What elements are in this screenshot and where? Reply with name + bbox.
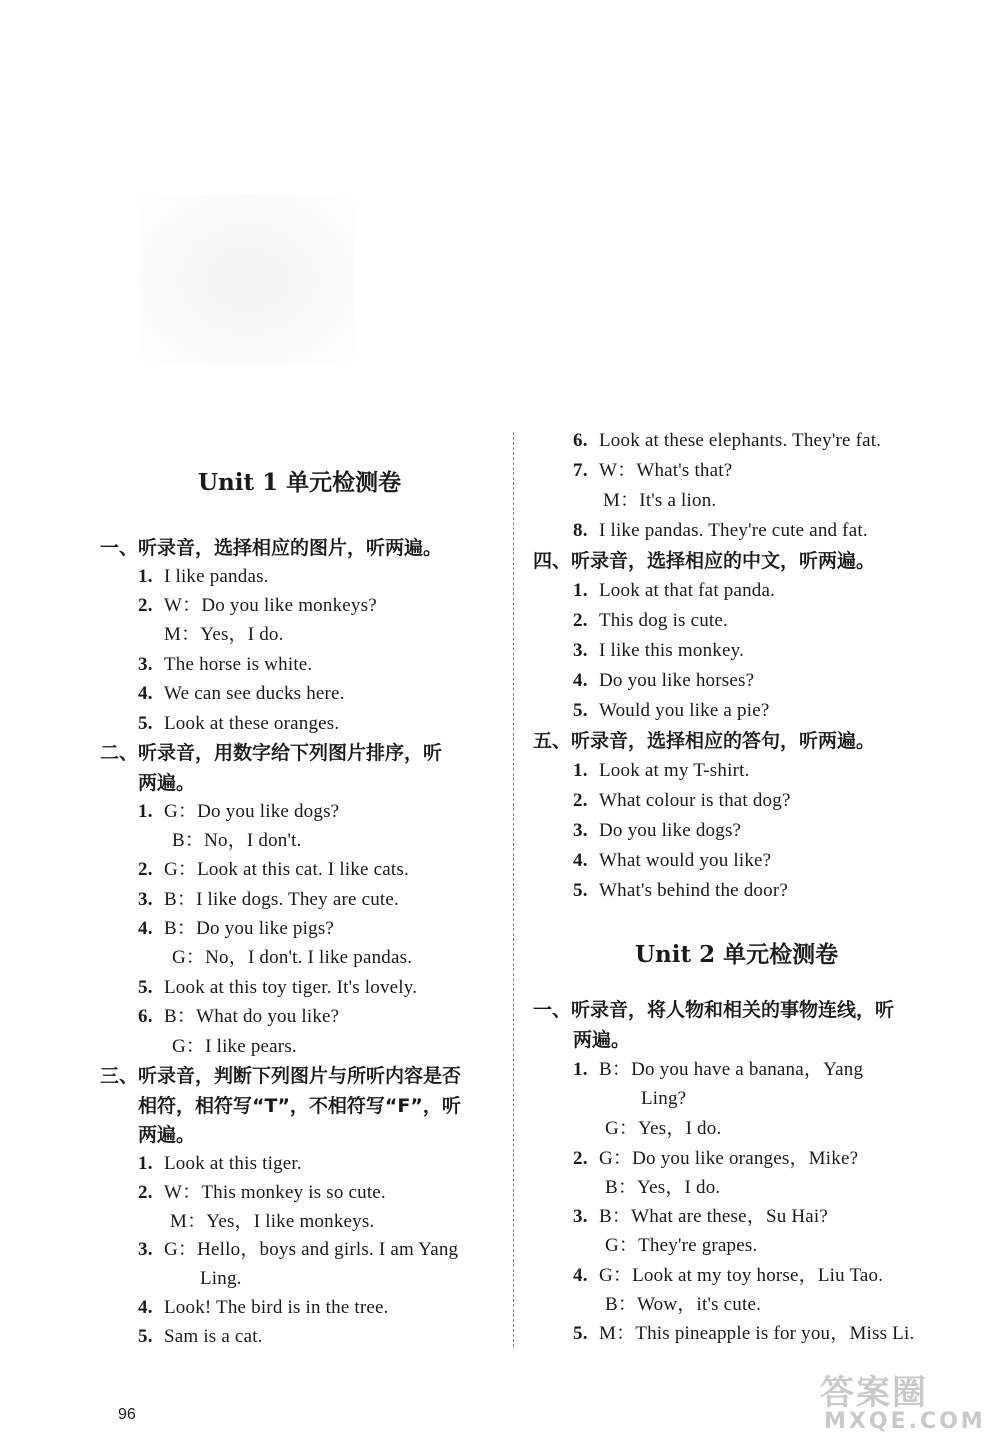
unit1-title: Unit 1 单元检测卷 — [198, 469, 402, 496]
list-item-cont: Ling? — [641, 1088, 687, 1109]
unit1-section3-heading-cont: 相符，相符写“T”，不相符写“F”，听 — [138, 1095, 461, 1117]
unit1-section4-heading: 四、听录音，选择相应的中文，听两遍。 — [533, 550, 876, 572]
list-item: 6. B：What do you like? — [138, 1006, 340, 1027]
unit1-section3-heading: 三、听录音，判断下列图片与所听内容是否 — [100, 1065, 462, 1087]
list-item: 3. The horse is white. — [138, 654, 313, 675]
list-item: 3. Do you like dogs? — [573, 820, 742, 841]
unit2-section1-heading-cont: 两遍。 — [573, 1029, 631, 1051]
column-divider — [513, 432, 514, 1347]
list-item: 3. B：I like dogs. They are cute. — [138, 889, 399, 910]
unit1-section1-heading: 一、听录音，选择相应的图片，听两遍。 — [100, 537, 443, 559]
list-item: 5. Would you like a pie? — [573, 700, 770, 721]
unit1-section2-heading-cont: 两遍。 — [138, 772, 196, 794]
unit1-section2-heading: 二、听录音，用数字给下列图片排序，听 — [100, 742, 443, 764]
list-item: 2. W：This monkey is so cute. — [138, 1182, 386, 1203]
list-item: 4. B：Do you like pigs? — [138, 918, 335, 939]
list-item-cont: G：No，I don't. I like pandas. — [172, 947, 413, 968]
list-item-cont: Ling. — [200, 1268, 242, 1289]
list-item: 1. G：Do you like dogs? — [138, 801, 340, 822]
unit2-title: Unit 2 单元检测卷 — [635, 941, 839, 968]
list-item: 4. What would you like? — [573, 850, 772, 871]
list-item: 3. B：What are these，Su Hai? — [573, 1206, 829, 1227]
faded-image-area — [140, 195, 355, 365]
list-item-cont: B：Wow，it's cute. — [605, 1294, 762, 1315]
list-item: 2. G：Look at this cat. I like cats. — [138, 859, 409, 880]
page-number: 96 — [118, 1406, 136, 1423]
list-item: 1. Look at that fat panda. — [573, 580, 776, 601]
list-item: 4. We can see ducks here. — [138, 683, 345, 704]
unit1-section5-heading: 五、听录音，选择相应的答句，听两遍。 — [533, 730, 876, 752]
list-item-cont: G：Yes，I do. — [605, 1118, 722, 1139]
list-item: 1. Look at my T-shirt. — [573, 760, 750, 781]
list-item: 5. M：This pineapple is for you，Miss Li. — [573, 1323, 915, 1344]
list-item-cont: B：No，I don't. — [172, 830, 302, 851]
unit2-section1-heading: 一、听录音，将人物和相关的事物连线，听 — [533, 999, 895, 1021]
list-item: 5. Look at this toy tiger. It's lovely. — [138, 977, 418, 998]
list-item-cont: G：They're grapes. — [605, 1235, 758, 1256]
watermark-sub-text: MXQE.COM — [824, 1409, 986, 1434]
list-item-cont: M：It's a lion. — [603, 490, 717, 511]
list-item: 8. I like pandas. They're cute and fat. — [573, 520, 868, 541]
list-item: 2. What colour is that dog? — [573, 790, 791, 811]
list-item: 1. B：Do you have a banana，Yang — [573, 1059, 864, 1080]
watermark-main-text: 答案圈 — [820, 1373, 928, 1413]
unit1-section3-heading-cont2: 两遍。 — [138, 1124, 196, 1146]
list-item: 4. Look! The bird is in the tree. — [138, 1297, 389, 1318]
list-item-cont: G：I like pears. — [172, 1036, 297, 1057]
list-item: 2. W：Do you like monkeys? — [138, 595, 377, 616]
list-item: 5. What's behind the door? — [573, 880, 788, 901]
list-item-cont: M：Yes，I do. — [164, 624, 284, 645]
list-item: 5. Look at these oranges. — [138, 713, 340, 734]
list-item: 1. Look at this tiger. — [138, 1153, 302, 1174]
list-item: 6. Look at these elephants. They're fat. — [573, 430, 882, 451]
list-item: 3. I like this monkey. — [573, 640, 745, 661]
list-item: 3. G：Hello，boys and girls. I am Yang — [138, 1239, 459, 1260]
list-item: 5. Sam is a cat. — [138, 1326, 263, 1347]
list-item: 1. I like pandas. — [138, 566, 269, 587]
list-item: 2. G：Do you like oranges，Mike? — [573, 1148, 859, 1169]
list-item: 7. W：What's that? — [573, 460, 733, 481]
list-item-cont: M：Yes，I like monkeys. — [170, 1211, 375, 1232]
list-item: 4. G：Look at my toy horse，Liu Tao. — [573, 1265, 884, 1286]
list-item: 4. Do you like horses? — [573, 670, 755, 691]
list-item-cont: B：Yes，I do. — [605, 1177, 721, 1198]
list-item: 2. This dog is cute. — [573, 610, 728, 631]
watermark-logo — [810, 1365, 986, 1435]
